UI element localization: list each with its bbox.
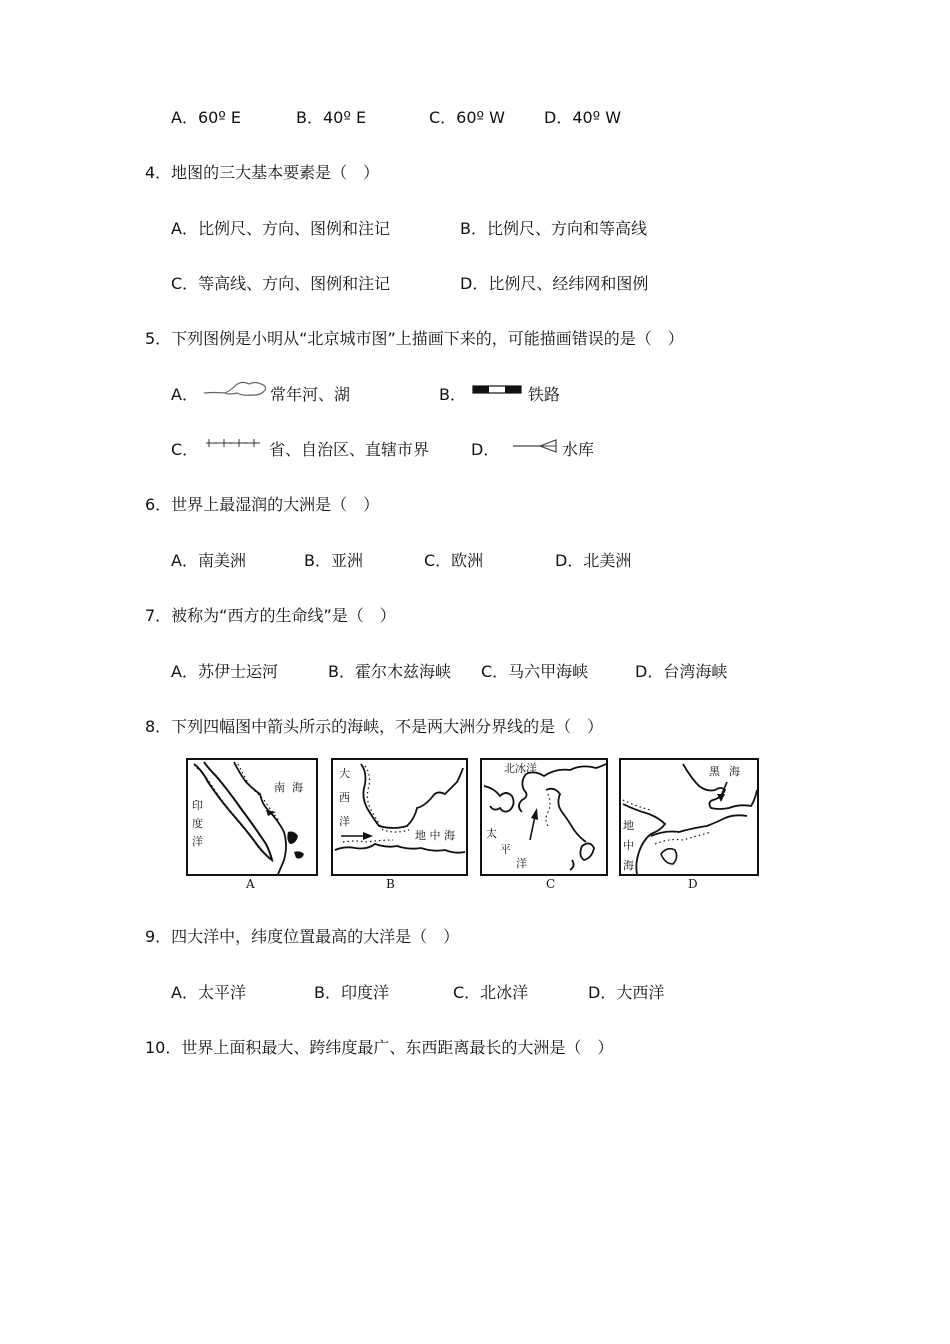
- map-b-coastline: [333, 760, 466, 874]
- map-c-caption: C: [546, 877, 556, 891]
- map-a-label-nan: 南: [274, 781, 285, 794]
- strait-map-a: [186, 758, 318, 876]
- map-a-label-hai: 海: [292, 781, 303, 794]
- q3-option-d: D．40º W: [544, 108, 622, 127]
- strait-map-d: [619, 758, 759, 876]
- q4-option-c: C．等高线、方向、图例和注记: [171, 274, 391, 293]
- map-c-label-beibingyang: 北冰洋: [504, 762, 537, 775]
- q5-option-d-text: 水库: [562, 440, 595, 459]
- q7-stem: 7．被称为“西方的生命线”是（ ）: [145, 606, 396, 625]
- q9-option-d: D．大西洋: [588, 983, 665, 1002]
- q6-option-b: B．亚洲: [304, 551, 363, 570]
- q9-stem: 9．四大洋中，纬度位置最高的大洋是（ ）: [145, 927, 460, 946]
- map-d-label-di: 地: [623, 819, 634, 832]
- q5-option-a-letter: A．: [171, 385, 198, 404]
- q5-option-b-text: 铁路: [528, 385, 561, 404]
- map-a-caption: A: [246, 877, 255, 891]
- map-a-label-du: 度: [192, 817, 203, 830]
- q5-option-a-text: 常年河、湖: [270, 385, 351, 404]
- map-a-label-yang: 洋: [192, 835, 203, 848]
- q6-option-d: D．北美洲: [555, 551, 632, 570]
- map-c-coastline: [482, 760, 606, 874]
- q3-option-a: A．60º E: [171, 108, 242, 127]
- q4-option-b: B．比例尺、方向和等高线: [460, 219, 647, 238]
- map-a-coastline: [188, 760, 316, 874]
- map-a-label-yin: 印: [192, 799, 203, 812]
- q9-option-a: A．太平洋: [171, 983, 246, 1002]
- q10-stem: 10．世界上面积最大、跨纬度最广、东西距离最长的大洲是（ ）: [145, 1038, 614, 1057]
- q6-stem: 6．世界上最湿润的大洲是（ ）: [145, 495, 380, 514]
- q3-option-b: B．40º E: [296, 108, 367, 127]
- map-d-label-hei: 黑: [709, 765, 720, 778]
- map-c-label-yang: 洋: [516, 857, 527, 870]
- q5-stem: 5．下列图例是小明从“北京城市图”上描画下来的，可能描画错误的是（ ）: [145, 329, 684, 348]
- q9-option-b: B．印度洋: [314, 983, 389, 1002]
- map-c-label-ping: 平: [500, 843, 511, 856]
- map-b-label-da: 大: [339, 767, 350, 780]
- q5-option-d-letter: D．: [471, 440, 500, 459]
- q5-option-b-letter: B．: [439, 385, 466, 404]
- map-d-label-hai2: 海: [623, 859, 634, 872]
- q7-option-b: B．霍尔木兹海峡: [328, 662, 451, 681]
- map-d-label-hai1: 海: [729, 765, 740, 778]
- q8-stem: 8．下列四幅图中箭头所示的海峡，不是两大洲分界线的是（ ）: [145, 717, 604, 736]
- q4-stem: 4．地图的三大基本要素是（ ）: [145, 163, 380, 182]
- strait-map-c: [480, 758, 608, 876]
- q7-option-d: D．台湾海峡: [635, 662, 728, 681]
- q9-option-c: C．北冰洋: [453, 983, 529, 1002]
- q5-option-c-letter: C．: [171, 440, 199, 459]
- q3-option-c: C．60º W: [429, 108, 505, 127]
- map-d-label-zhong: 中: [623, 839, 634, 852]
- map-b-label-dizhonghai: 地 中 海: [415, 829, 455, 842]
- map-b-caption: B: [386, 877, 395, 891]
- map-b-label-xi: 西: [339, 791, 350, 804]
- river-lake-symbol-icon: [203, 378, 269, 400]
- reservoir-symbol-icon: [512, 437, 558, 453]
- map-b-label-yang: 洋: [339, 815, 350, 828]
- map-d-caption: D: [688, 877, 698, 891]
- q7-option-a: A．苏伊士运河: [171, 662, 278, 681]
- q4-option-d: D．比例尺、经纬网和图例: [460, 274, 649, 293]
- railway-symbol-icon: [472, 385, 522, 395]
- boundary-symbol-icon: [205, 438, 261, 448]
- q7-option-c: C．马六甲海峡: [481, 662, 589, 681]
- strait-map-b: [331, 758, 468, 876]
- map-c-label-tai: 太: [486, 827, 497, 840]
- q5-option-c-text: 省、自治区、直辖市界: [269, 440, 430, 459]
- q6-option-c: C．欧洲: [424, 551, 484, 570]
- q6-option-a: A．南美洲: [171, 551, 246, 570]
- q4-option-a: A．比例尺、方向、图例和注记: [171, 219, 390, 238]
